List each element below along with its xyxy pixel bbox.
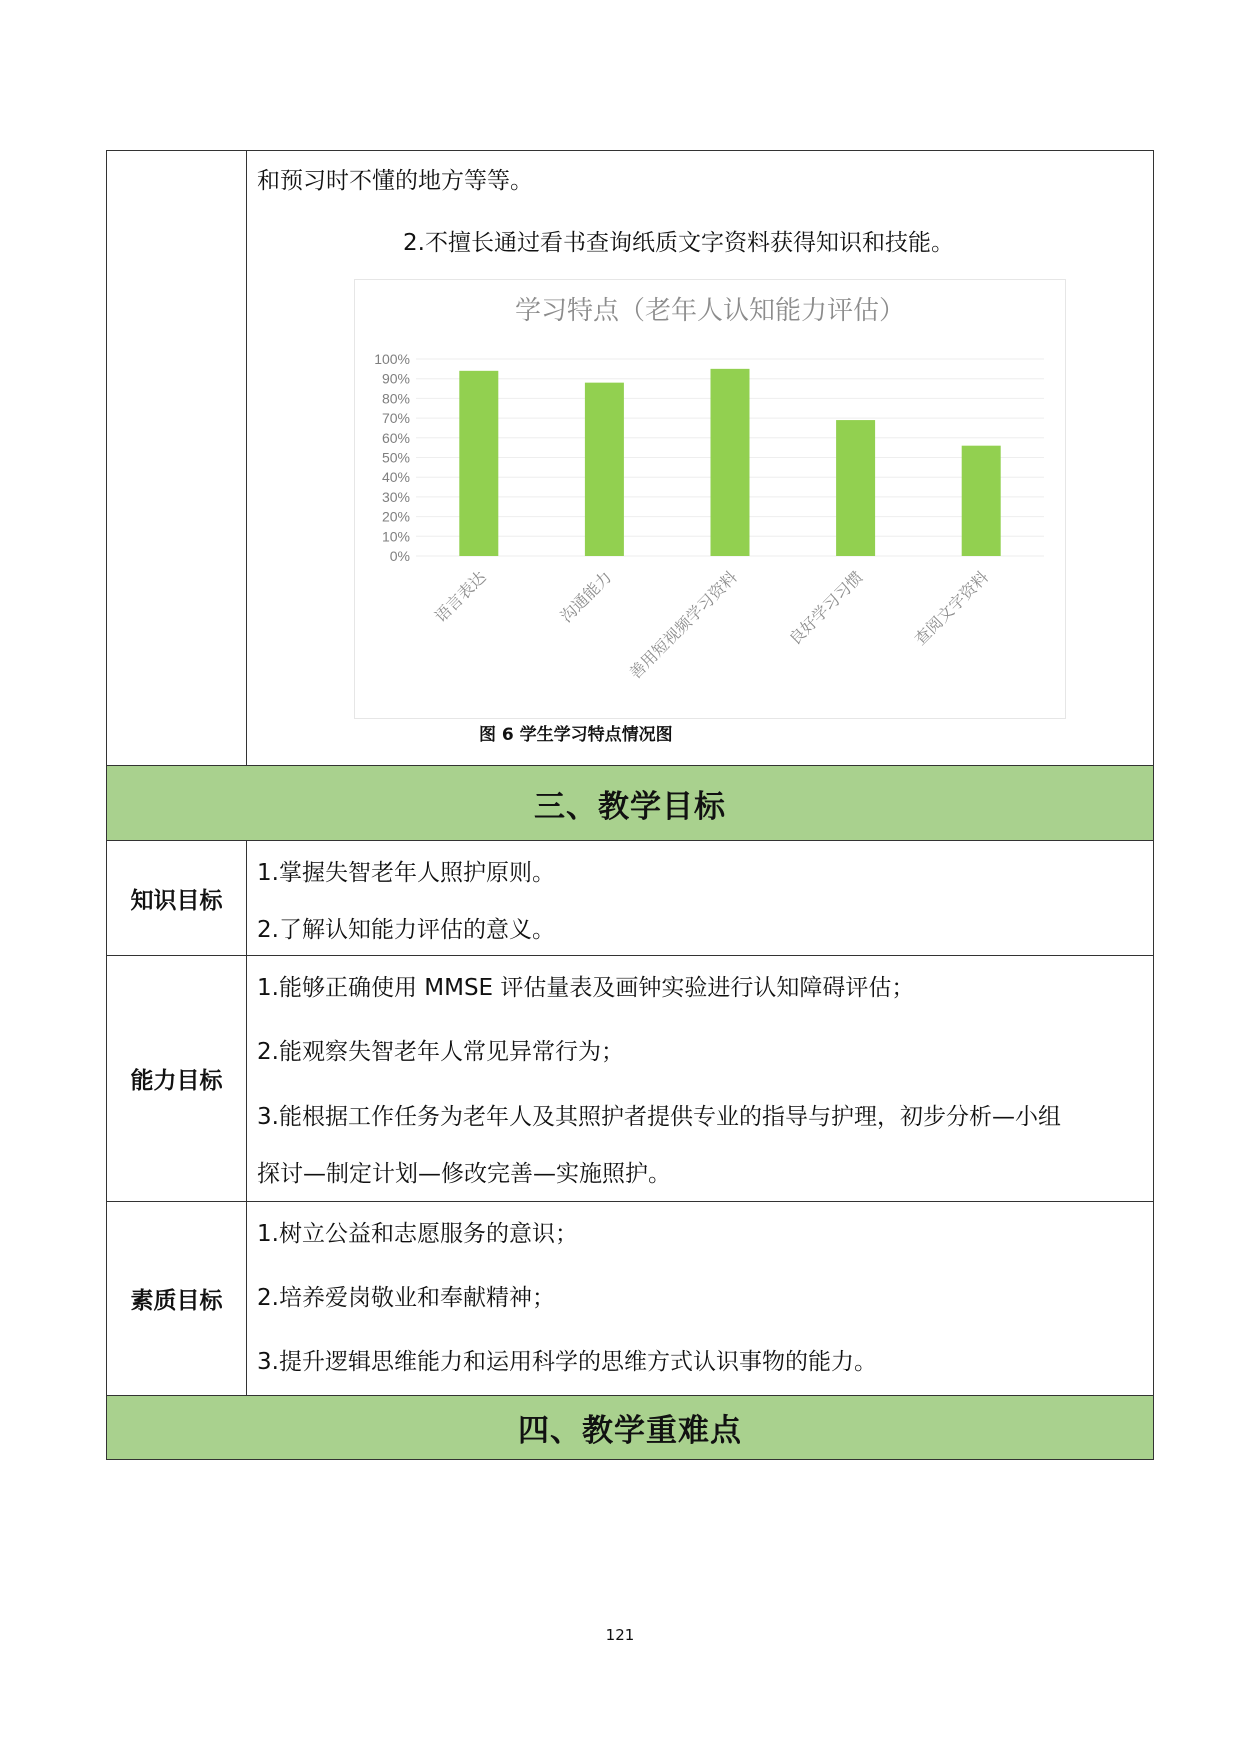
difficulty-header-row [107,1396,1154,1460]
text-line-2: 2.不擅长通过看书查询纸质文字资料获得知识和技能。 [403,230,954,256]
goals-header: 三、教学目标 [107,766,1154,841]
x-tick-label: 善用短视频学习资料 [625,567,741,683]
ability-item-2: 2.能观察失智老年人常见异常行为； [257,1039,624,1065]
bar [962,446,1001,556]
y-tick-label: 80% [381,390,410,407]
ability-goals-label: 能力目标 [107,956,247,1202]
quality-item-2: 2.培养爱岗敬业和奉献精神； [257,1285,555,1311]
x-tick-label: 良好学习习惯 [785,567,867,649]
knowledge-goals-row [107,841,1154,956]
y-tick-label: 20% [381,508,410,525]
x-tick-label: 查阅文字资料 [910,567,993,649]
quality-goals-content [247,1202,1154,1396]
bar [836,420,875,556]
page-number: 121 [605,1626,635,1644]
ability-goals-row [107,956,1154,1202]
y-tick-label: 60% [381,429,410,446]
knowledge-item-2: 2.了解认知能力评估的意义。 [257,917,555,943]
y-tick-label: 30% [381,488,410,505]
knowledge-goals-content [247,841,1154,956]
quality-goals-row [107,1202,1154,1396]
ability-item-3: 3.能根据工作任务为老年人及其照护者提供专业的指导与护理，初步分析—小组 [257,1104,1061,1130]
y-tick-label: 70% [381,410,410,427]
x-tick-label: 沟通能力 [556,567,616,627]
ability-goals-content [247,956,1154,1202]
bar [585,383,624,556]
bar [711,369,750,556]
knowledge-goals-label: 知识目标 [107,841,247,956]
knowledge-item-1: 1.掌握失智老年人照护原则。 [257,860,555,886]
y-tick-label: 40% [381,469,410,486]
bar [459,371,498,556]
x-tick-label: 语言表达 [430,567,490,627]
difficulty-header: 四、教学重难点 [107,1396,1154,1460]
y-tick-label: 0% [389,548,410,564]
lesson-plan-table [106,150,1154,1460]
goals-header-row [107,766,1154,841]
learning-characteristics-cell [247,151,1154,766]
figure-caption: 图 6 学生学习特点情况图 [479,725,673,745]
y-tick-label: 100% [374,351,410,367]
ability-item-1: 1.能够正确使用 MMSE 评估量表及画钟实验进行认知障碍评估； [257,975,915,1001]
empty-label-cell [107,151,247,766]
quality-goals-label: 素质目标 [107,1202,247,1396]
text-line-1: 和预习时不懂的地方等等。 [257,168,533,194]
chart-title: 学习特点（老年人认知能力评估） [514,296,906,326]
learning-characteristics-row [107,151,1154,766]
y-tick-label: 50% [381,449,410,466]
ability-item-3-cont: 探讨—制定计划—修改完善—实施照护。 [257,1161,671,1187]
y-tick-label: 90% [381,370,410,387]
y-tick-label: 10% [381,528,410,545]
quality-item-1: 1.树立公益和志愿服务的意识； [257,1221,578,1247]
chart-figure [257,273,1143,745]
learning-characteristics-chart [354,279,1066,719]
quality-item-3: 3.提升逻辑思维能力和运用科学的思维方式认识事物的能力。 [257,1349,877,1375]
